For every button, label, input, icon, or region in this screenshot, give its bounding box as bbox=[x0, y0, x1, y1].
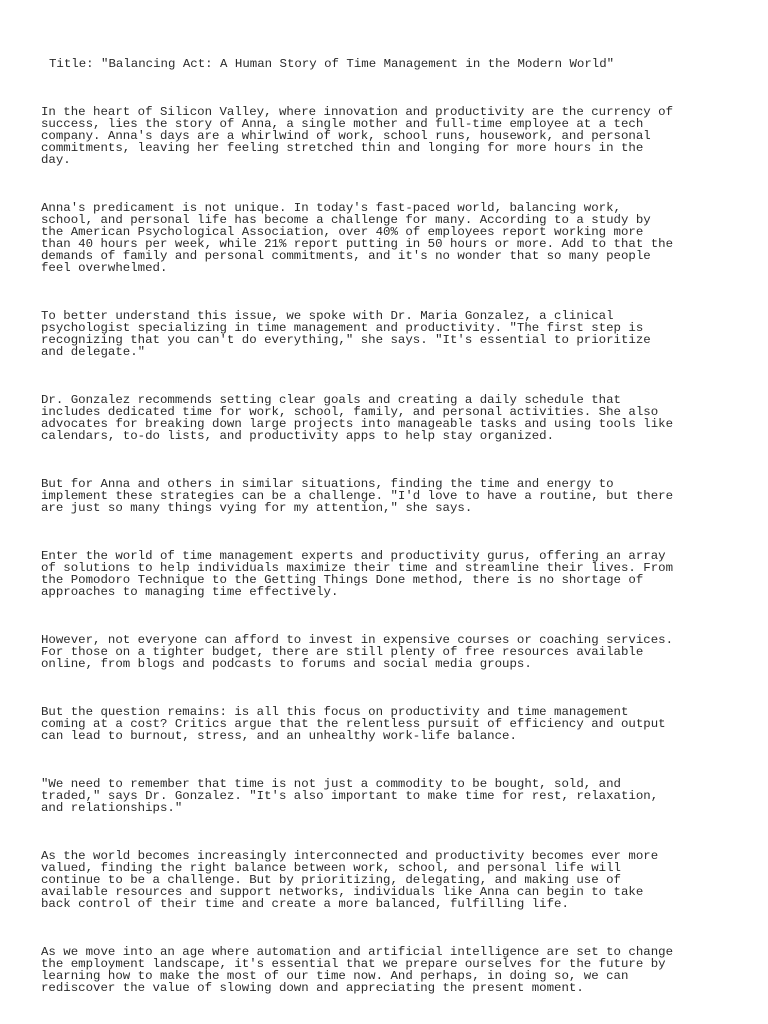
paragraph-1: In the heart of Silicon Valley, where innovation and productivity are the currency of success, lies the story of Anna, a single mother and full-time employee at a tech company. Anna's days are a whirlwind of work, school runs, housework, and personal commitments, leaving her feeling stretched thin and longing for more hours in the day. bbox=[41, 105, 674, 167]
paragraph-8: But the question remains: is all this focus on productivity and time management coming at a cost? Critics argue that the relentless pursuit of efficiency and output can lead to burnout, stress, and an unhealthy work-life balance. bbox=[41, 705, 666, 743]
document-page bbox=[41, 34, 711, 1018]
paragraph-6: Enter the world of time management experts and productivity gurus, offering an array of solutions to help individuals maximize their time and streamline their lives. From the Pomodoro Technique to the Getting Things Done method, there is no shortage of approaches to managing time effectively. bbox=[41, 549, 674, 599]
paragraph-4: Dr. Gonzalez recommends setting clear goals and creating a daily schedule that includes dedicated time for work, school, family, and personal activities. She also advocates for breaking down large projects into manageable tasks and using tools like calendars, to-do lists, and productivity apps to help stay organized. bbox=[41, 393, 674, 443]
paragraph-9: "We need to remember that time is not just a commodity to be bought, sold, and traded," says Dr. Gonzalez. "It's also important to make time for rest, relaxation, and relationships." bbox=[41, 777, 659, 815]
document-title: Title: "Balancing Act: A Human Story of Time Management in the Modern World" bbox=[49, 57, 615, 71]
paragraph-3: To better understand this issue, we spoke with Dr. Maria Gonzalez, a clinical psychologist specializing in time management and productivity. "The first step is recognizing that you can't do everything," she says. "It's essential to prioritize and delegate." bbox=[41, 309, 651, 359]
paragraph-2: Anna's predicament is not unique. In today's fast-paced world, balancing work, school, and personal life has become a challenge for many. According to a study by the American Psychological Association, over 40% of employees report working more than 40 hours per week, while 21% report putting in 50 hours or more. Add to that the demands of family and personal commitments, and it's no wonder that so many people feel overwhelmed. bbox=[41, 201, 674, 275]
paragraph-5: But for Anna and others in similar situations, finding the time and energy to implement these strategies can be a challenge. "I'd love to have a routine, but there are just so many things vying for my attention," she says. bbox=[41, 477, 674, 515]
paragraph-7: However, not everyone can afford to invest in expensive courses or coaching services. For those on a tighter budget, there are still plenty of free resources available online, from blogs and podcasts to forums and social media groups. bbox=[41, 633, 674, 671]
paragraph-10: As the world becomes increasingly interconnected and productivity becomes ever more valued, finding the right balance between work, school, and personal life will continue to be a challenge. But by prioritizing, delegating, and making use of available resources and support networks, individuals like Anna can begin to take back control of their time and create a more balanced, fulfilling life. bbox=[41, 849, 659, 911]
paragraph-11: As we move into an age where automation and artificial intelligence are set to change the employment landscape, it's essential that we prepare ourselves for the future by learning how to make the most of our time now. And perhaps, in doing so, we can rediscover the value of slowing down and appreciating the present moment. bbox=[41, 945, 674, 995]
